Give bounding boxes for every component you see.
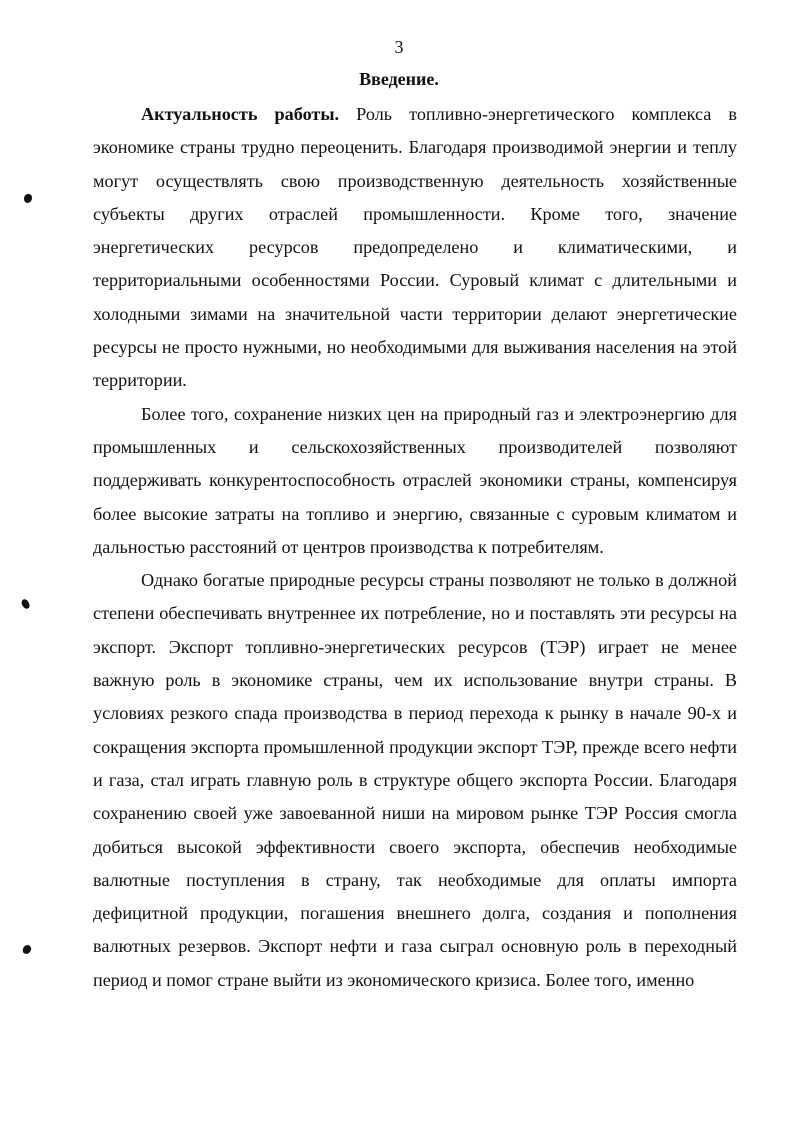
scan-speck	[24, 194, 32, 203]
page-number: 3	[394, 37, 404, 57]
paragraph-prices: Более того, сохранение низких цен на природный газ и электроэнергию для промышленных и сельскохозяйственных производителей позволяют поддерживать конкурентоспособность отраслей экономики страны, компенсируя более высокие затраты на топливо и энергию, связанные с суровым климатом и дальностью расстояний от центров производства к потребителям.	[93, 403, 737, 557]
scan-speck	[21, 598, 31, 610]
scan-speck	[22, 944, 32, 955]
paragraph-relevance	[93, 98, 737, 398]
page-title: Введение.	[359, 69, 439, 89]
paragraph-lead-label: Актуальность работы.	[141, 104, 340, 124]
paragraph-export: Однако богатые природные ресурсы страны позволяют не только в должной степени обеспечивать внутреннее их потребление, но и поставлять эти ресурсы на экспорт. Экспорт топливно-энергетических ресурсов (ТЭР) играет не менее важную роль в экономике страны, чем их использование внутри страны. В условиях резкого спада производства в период перехода к рынку в начале 90-х и сокращения экспорта промышленной продукции экспорт ТЭР, прежде всего нефти и газа, стал играть главную роль в структуре общего экспорта России. Благодаря сохранению своей уже завоеванной ниши на мировом рынке ТЭР Россия смогла добиться высокой эффективности своего экспорта, обеспечив необходимые валютные поступления в страну, так необходимые для оплаты импорта дефицитной продукции, погашения внешнего долга, создания и пополнения валютных резервов. Экспорт нефти и газа сыграл основную роль в переходный период и помог стране выйти из экономического кризиса. Более того, именно	[93, 570, 737, 990]
document-body	[93, 98, 737, 997]
paragraph-text: Роль топливно-энергетического комплекса в экономике страны трудно переоценить. Благодаря производимой энергии и теплу могут осуществлять свою производственную деятельность хозяйственные субъекты других отраслей промышленности. Кроме того, значение энергетических ресурсов предопределено и климатическими, и территориальными особенностями России. Суровый климат с длительными и холодными зимами на значительной части территории делают энергетические ресурсы не просто нужными, но необходимыми для выживания населения на этой территории.	[93, 104, 738, 391]
